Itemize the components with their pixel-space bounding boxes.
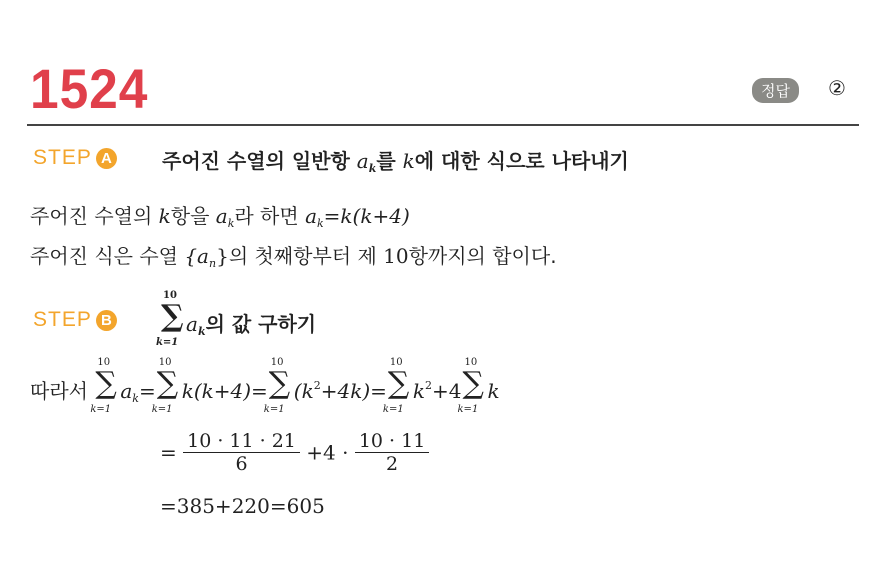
sum-upper: 10 bbox=[464, 357, 478, 368]
solution-line-3: =385+220=605 bbox=[160, 494, 325, 518]
line1-mid: 항을 bbox=[170, 204, 210, 228]
term-5: k bbox=[487, 379, 500, 403]
equals-1: = bbox=[138, 379, 156, 403]
term-3-open: (k bbox=[293, 379, 314, 403]
sum-lower: k=1 bbox=[151, 404, 173, 415]
line1-post: 라 하면 bbox=[234, 204, 299, 228]
answer-value: ② bbox=[828, 76, 846, 100]
sum-lower: k=1 bbox=[382, 404, 404, 415]
fraction-2-denominator: 2 bbox=[386, 453, 399, 475]
sigma-icon: ∑ 10 k=1 bbox=[263, 357, 291, 415]
step-b-title-sub: k bbox=[197, 325, 206, 338]
solution-lead: 따라서 bbox=[30, 379, 88, 403]
line-2-mid: +4 · bbox=[306, 440, 349, 465]
step-b-text: STEP bbox=[33, 308, 92, 331]
body-line-2 bbox=[30, 240, 557, 269]
line1-formula-lhs: a bbox=[305, 204, 317, 228]
sum-upper: 10 bbox=[270, 357, 284, 368]
line2-pre: 주어진 식은 수열 bbox=[30, 244, 178, 268]
sum-lower: k=1 bbox=[457, 404, 479, 415]
step-a-label bbox=[33, 146, 117, 170]
step-a-title-pre: 주어진 수열의 일반항 bbox=[162, 149, 350, 173]
step-b-label bbox=[33, 308, 117, 332]
step-b-title-post: 의 값 구하기 bbox=[205, 312, 317, 336]
term-2: k(k+4) bbox=[181, 379, 252, 403]
fraction-1-numerator: 10 · 11 · 21 bbox=[183, 430, 300, 453]
term-4-plus: +4 bbox=[432, 379, 462, 403]
answer-badge: 정답 bbox=[752, 78, 799, 103]
step-b-title-var: a bbox=[186, 312, 198, 336]
line2-end: 항까지의 합이다. bbox=[408, 244, 557, 268]
line2-set-close: } bbox=[216, 244, 229, 268]
solution-line-2 bbox=[160, 430, 429, 475]
sigma-icon: ∑ 10 k=1 bbox=[151, 357, 179, 415]
equals-2: = bbox=[251, 379, 268, 403]
line2-post: 의 첫째항부터 제 bbox=[228, 244, 377, 268]
sum-upper: 10 bbox=[389, 357, 403, 368]
line2-set: {a bbox=[184, 244, 209, 268]
fraction-1-denominator: 6 bbox=[235, 453, 248, 475]
sum-lower: k=1 bbox=[263, 404, 285, 415]
header-divider bbox=[27, 124, 859, 126]
line2-num: 10 bbox=[383, 244, 409, 268]
body-line-1 bbox=[30, 200, 410, 229]
step-b-title bbox=[156, 290, 317, 348]
problem-number: 1524 bbox=[30, 57, 149, 120]
step-b-letter-icon: B bbox=[96, 310, 117, 331]
sigma-icon: ∑ 10 k=1 bbox=[382, 357, 410, 415]
step-a-title-k: k bbox=[402, 149, 415, 173]
sum-upper: 10 bbox=[158, 357, 172, 368]
term-4-exp: 2 bbox=[425, 379, 433, 392]
fraction-1 bbox=[183, 430, 300, 475]
term-3-close: +4k) bbox=[320, 379, 371, 403]
line1-k: k bbox=[158, 204, 171, 228]
sum-lower: k=1 bbox=[90, 404, 112, 415]
fraction-2 bbox=[355, 430, 429, 475]
sigma-icon: ∑ 10 k=1 bbox=[457, 357, 484, 415]
step-b-sum-upper: 10 bbox=[163, 290, 177, 301]
step-a-title bbox=[162, 145, 629, 174]
line2-set-sub: n bbox=[208, 257, 217, 270]
step-b-sum-lower: k=1 bbox=[156, 337, 179, 348]
line1-formula-rhs: =k(k+4) bbox=[323, 204, 410, 228]
step-a-letter-icon: A bbox=[96, 148, 117, 169]
term-1: a bbox=[120, 379, 133, 403]
solution-line-1 bbox=[30, 357, 500, 415]
term-1-sub: k bbox=[132, 392, 139, 405]
fraction-2-numerator: 10 · 11 bbox=[355, 430, 429, 453]
term-4: k bbox=[412, 379, 426, 403]
sigma-icon: ∑ 10 k=1 bbox=[90, 357, 117, 415]
sigma-icon: ∑ 10 k=1 bbox=[156, 290, 184, 348]
equals-3: = bbox=[370, 379, 387, 403]
line1-pre: 주어진 수열의 bbox=[30, 204, 153, 228]
step-a-title-sub: k bbox=[368, 162, 377, 175]
equals-line-2: = bbox=[160, 440, 177, 465]
sum-upper: 10 bbox=[97, 357, 111, 368]
line1-formula-sub: k bbox=[317, 217, 324, 230]
step-a-title-var: a bbox=[356, 149, 369, 173]
line1-sub: k bbox=[227, 217, 235, 230]
step-a-title-mid: 를 bbox=[376, 149, 396, 173]
line1-a: a bbox=[215, 204, 228, 228]
step-a-text: STEP bbox=[33, 146, 92, 169]
step-a-title-post: 에 대한 식으로 나타내기 bbox=[414, 149, 629, 173]
term-3-exp: 2 bbox=[313, 379, 321, 392]
